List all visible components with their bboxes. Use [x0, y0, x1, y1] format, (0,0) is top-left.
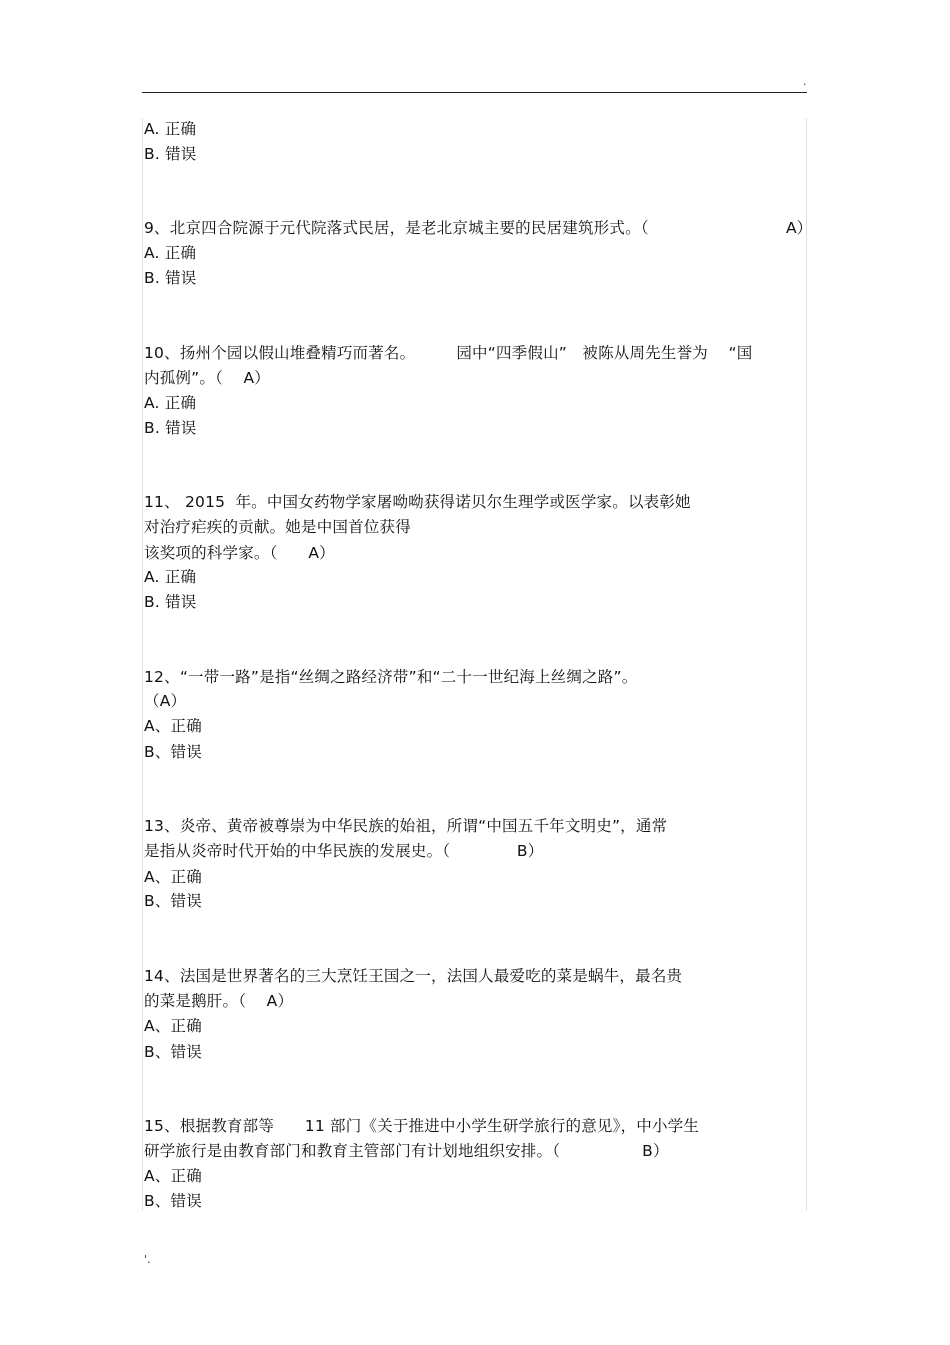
- option-a: A. 正确: [144, 120, 197, 138]
- option-b: B. 错误: [144, 145, 197, 163]
- question-line-2: 是指从炎帝时代开始的中华民族的发展史。（ B）: [144, 842, 544, 860]
- right-margin-line: [806, 118, 807, 1211]
- question-line-1: 14、法国是世界著名的三大烹饪王国之一，法国人最爱吃的菜是蜗牛，最名贵: [144, 967, 683, 985]
- question-line-1: 12、“一带一路”是指“丝绸之路经济带”和“二十一世纪海上丝绸之路”。: [144, 668, 638, 686]
- option-b: B. 错误: [144, 593, 197, 611]
- question-line-1: 10、扬州个园以假山堆叠精巧而著名。 园中“四季假山” 被陈从周先生誉为 “国: [144, 344, 753, 362]
- answer-mark: A）: [786, 219, 813, 237]
- option-b: B. 错误: [144, 269, 197, 287]
- option-a: A. 正确: [144, 394, 197, 412]
- question-line-2: 的菜是鹅肝。（ A）: [144, 992, 294, 1010]
- question-line-1: 15、根据教育部等 11 部门《关于推进中小学生研学旅行的意见》，中小学生: [144, 1117, 700, 1135]
- option-b: B. 错误: [144, 419, 197, 437]
- option-a: A、正确: [144, 1167, 202, 1185]
- option-b: B、错误: [144, 892, 202, 910]
- left-margin-line: [142, 118, 143, 1211]
- question-line-3: 该奖项的科学家。（ A）: [144, 544, 335, 562]
- option-a: A. 正确: [144, 244, 197, 262]
- question-line-1: 11、 2015 年。中国女药物学家屠呦呦获得诺贝尔生理学或医学家。以表彰她: [144, 493, 691, 511]
- option-b: B、错误: [144, 1043, 202, 1061]
- question-line-1: 13、炎帝、黄帝被尊崇为中华民族的始祖，所谓“中国五千年文明史”，通常: [144, 817, 668, 835]
- option-a: A. 正确: [144, 568, 197, 586]
- header-corner-mark: .: [803, 75, 807, 88]
- option-a: A、正确: [144, 1017, 202, 1035]
- question-line-2: 研学旅行是由教育部门和教育主管部门有计划地组织安排。（ B）: [144, 1142, 669, 1160]
- question-text: 9、北京四合院源于元代院落式民居，是老北京城主要的民居建筑形式。（: [144, 219, 649, 237]
- question-line-2: 内孤例”。（ A）: [144, 369, 270, 387]
- option-a: A、正确: [144, 868, 202, 886]
- option-a: A、正确: [144, 717, 202, 735]
- header-rule: [142, 92, 807, 93]
- option-b: B、错误: [144, 743, 202, 761]
- question-line-2: 对治疗疟疾的贡献。她是中国首位获得: [144, 518, 411, 536]
- question-line-2: （A）: [144, 692, 187, 710]
- option-b: B、错误: [144, 1192, 202, 1210]
- footer-corner-mark: '.: [144, 1253, 151, 1266]
